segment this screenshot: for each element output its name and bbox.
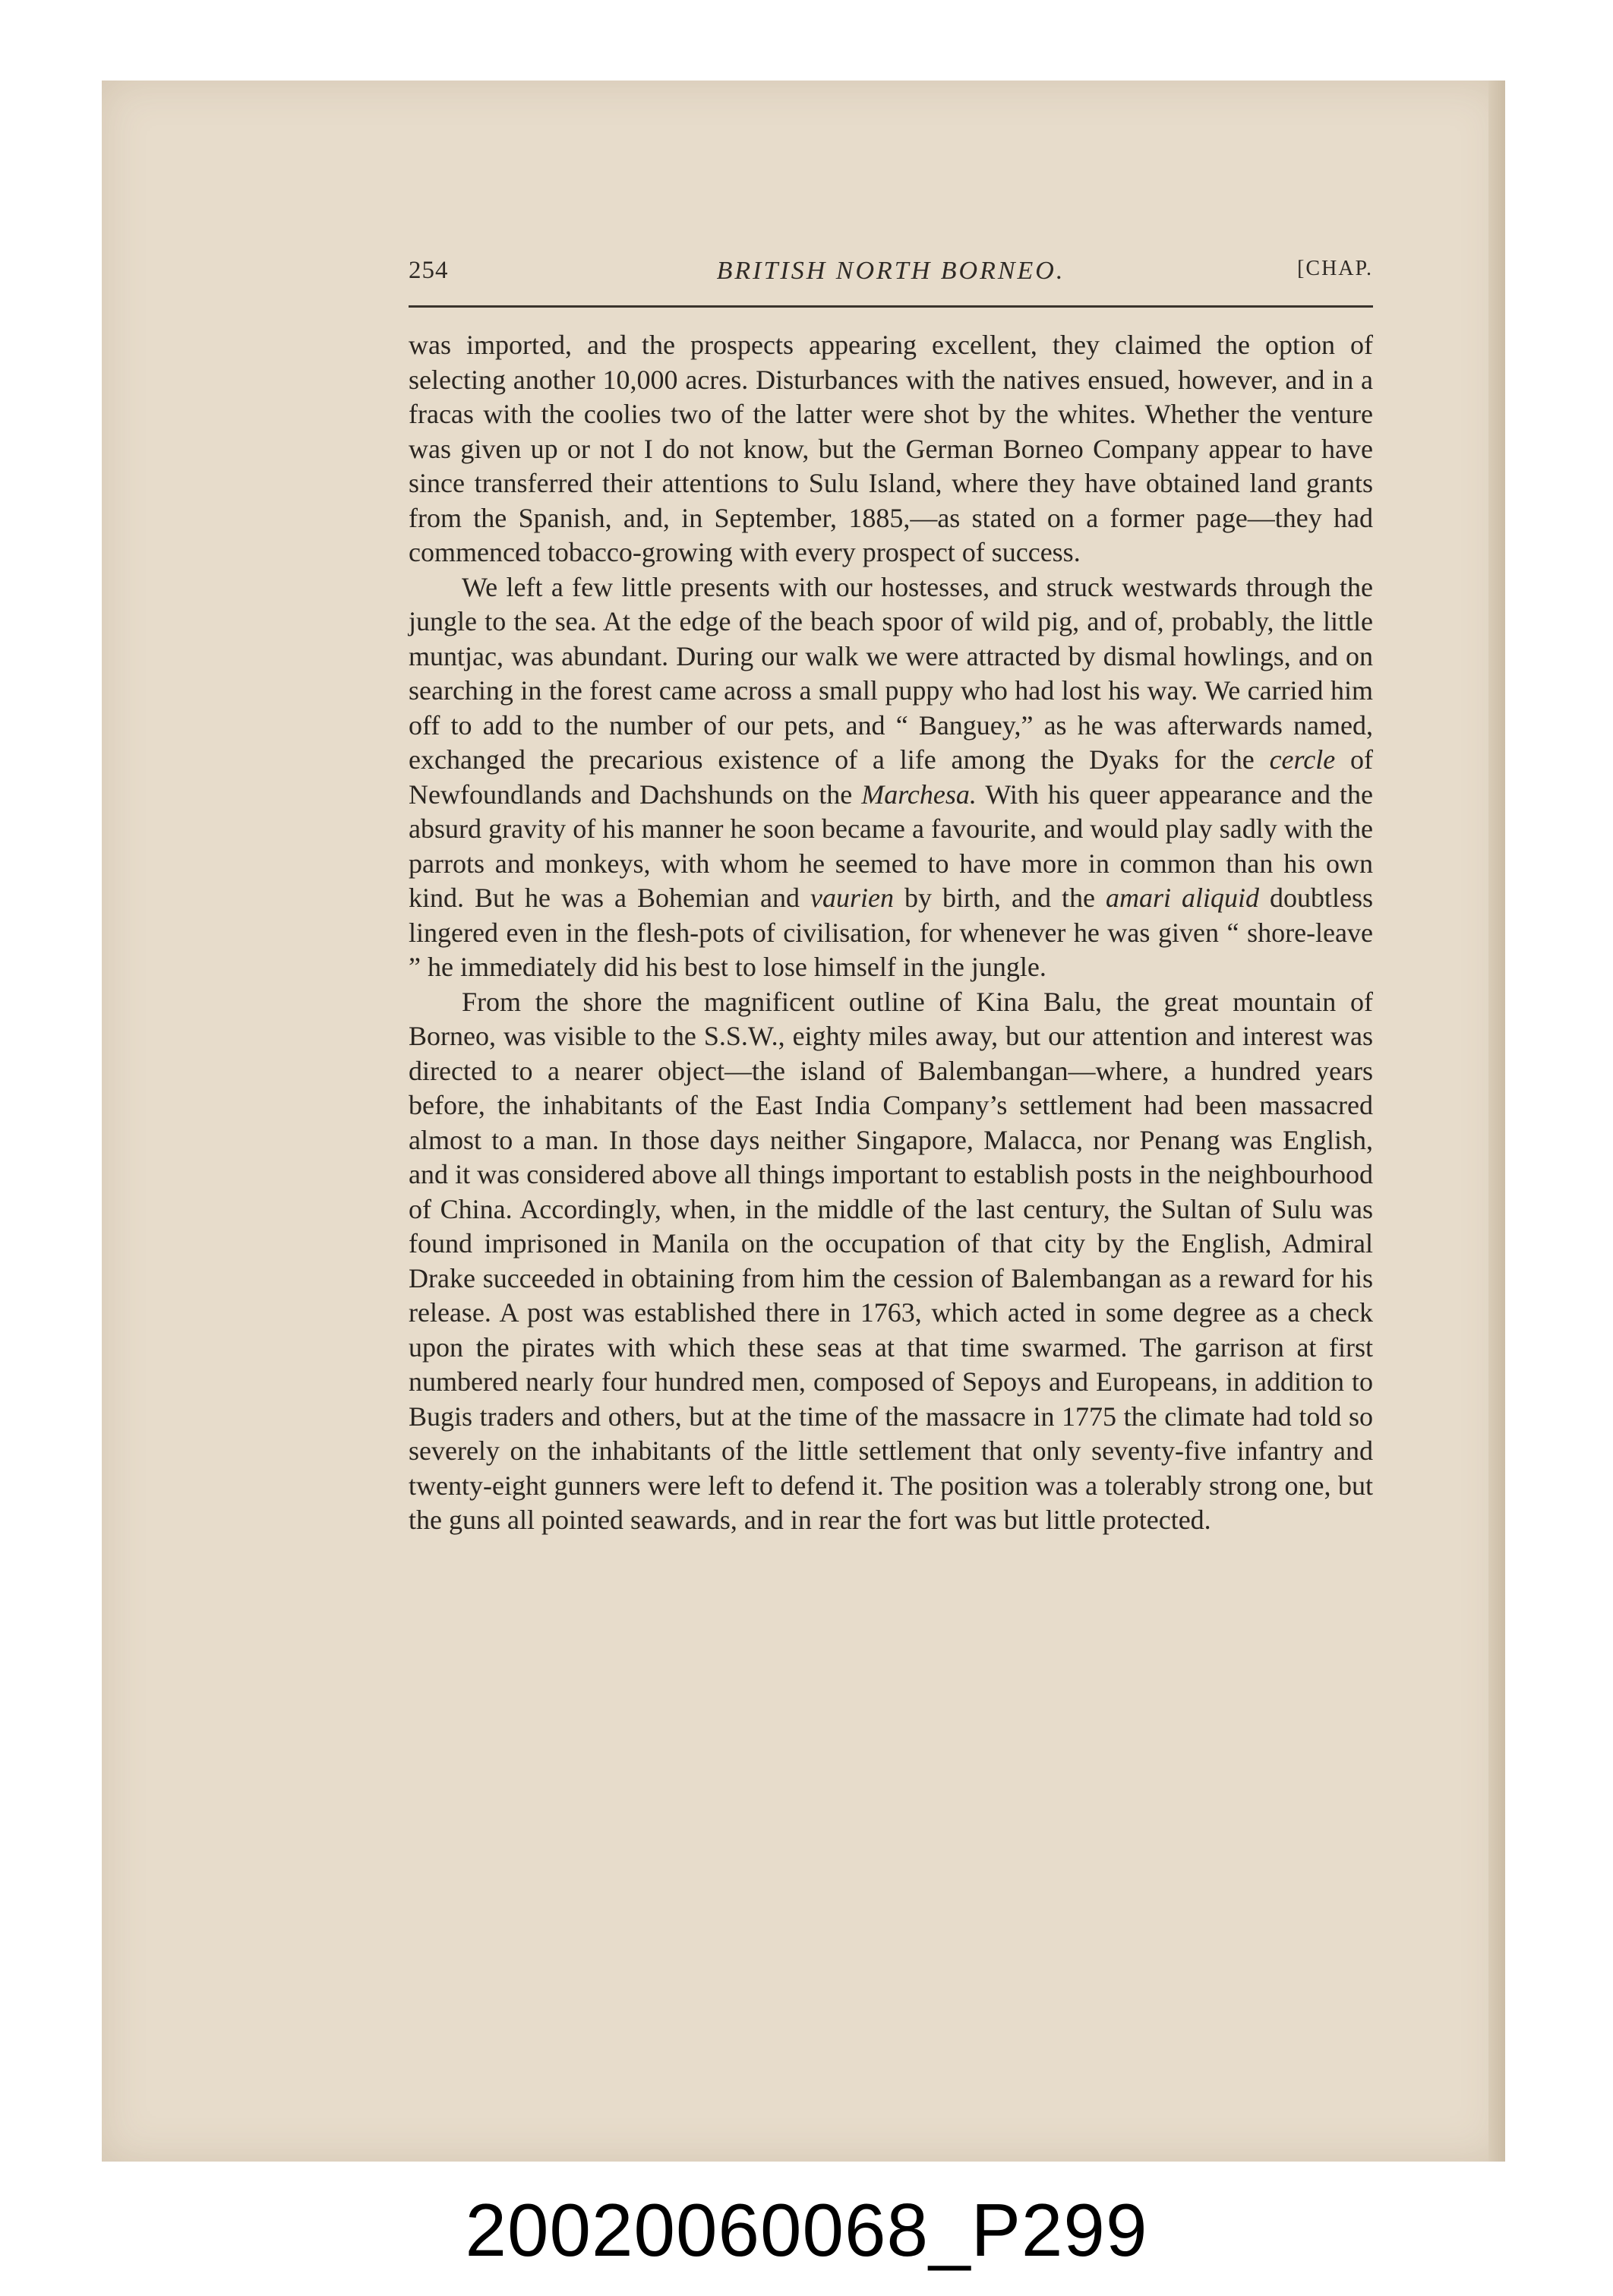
text-run: was imported, and the prospects appearing excellent, they claimed the option of selecting another 10,000 acres. Disturbances with the natives ensued, however, and in a fracas with the coolies two of the latter were shot by the whites. Whether the venture was given up or not I do not know, but the German Borneo Company appear to have since transferred their attentions to Sulu Island, where they have obtained land grants from the Spanish, and, in September, 1885,—as stated on a former page—they had commenced tobacco-growing with every prospect of success.	[409, 330, 1373, 567]
text-run: doubtless lingered even in the flesh-pots of civilisation, for whenever he was given “ shore-leave ” he immediately did his best to lose himself in the jungle.	[409, 883, 1373, 982]
paragraph	[409, 985, 1373, 1538]
text-run: With his queer appearance and the absurd gravity of his manner he soon became a favourite, and would play sadly with the parrots and monkeys, with whom he seemed to have more in common than his own kind. But he was a Bohemian and	[409, 778, 1373, 913]
text-run: From the shore the magnificent outline of Kina Balu, the great mountain of Borneo, was visible to the S.S.W., eighty miles away, but our attention and interest was directed to a nearer object—the island of Balembangan—where, a hundred years before, the inhabitants of the East India Company’s settlement had been massacred almost to a man. In those days neither Singapore, Malacca, nor Penang was English, and it was considered above all things important to establish posts in the neighbourhood of China. Accordingly, when, in the middle of the last century, the Sultan of Sulu was found imprisoned in Manila on the occupation of that city by the English, Admiral Drake succeeded in obtaining from him the cession of Balembangan as a reward for his release. A post was established there in 1763, which acted in some degree as a check upon the pirates with which these seas at that time swarmed. The garrison at first numbered nearly four hundred men, composed of Sepoys and Europeans, in addition to Bugis traders and others, but at the time of the massacre in 1775 the climate had told so severely on the inhabitants of the little settlement that only seventy-five infantry and twenty-eight gunners were left to defend it. The position was a tolerably strong one, but the guns all pointed seawards, and in rear the fort was but little protected.	[409, 986, 1373, 1535]
italic-phrase: vaurien	[810, 883, 894, 913]
italic-phrase: cercle	[1269, 744, 1336, 775]
paragraph	[409, 328, 1373, 570]
header-rule	[409, 305, 1373, 308]
chapter-mark: [CHAP.	[1297, 257, 1373, 280]
italic-phrase: amari aliquid	[1105, 883, 1259, 913]
body-text	[409, 328, 1373, 1538]
page-edge-shadow	[1488, 81, 1505, 2162]
book-title: BRITISH NORTH BORNEO.	[716, 257, 1065, 285]
text-run: of Newfoundlands and Dachshunds on the	[409, 744, 1373, 810]
scan-identifier: 20020060068_P299	[465, 2188, 1148, 2272]
paragraph	[409, 570, 1373, 985]
text-run: We left a few little presents with our hostesses, and struck westwards through the jungle to the sea. At the edge of the beach spoor of wild pig, and of, probably, the little muntjac, was abundant. During our walk we were attracted by dismal howlings, and on searching in the forest came across a small puppy who had lost his way. We carried him off to add to the number of our pets, and “ Banguey,” as he was afterwards named, exchanged the precarious existence of a life among the Dyaks for the	[409, 571, 1373, 775]
page-number: 254	[409, 257, 449, 284]
running-head	[409, 257, 1373, 295]
text-run: by birth, and the	[893, 883, 1106, 913]
italic-phrase: Marchesa.	[861, 778, 977, 810]
